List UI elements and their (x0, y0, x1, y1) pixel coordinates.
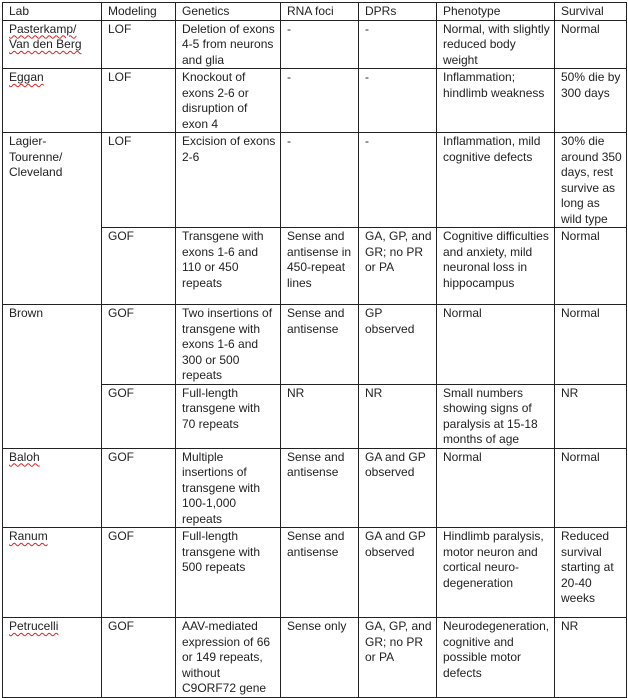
lab-name: Eggan (9, 70, 44, 84)
phenotype-cell: Inflammation; hindlimb weakness (437, 69, 555, 133)
table-row (3, 528, 627, 618)
survival-cell: Normal (555, 448, 627, 528)
genetics-cell: Transgene with exons 1-6 and 110 or 450 repeats (176, 228, 281, 305)
header-survival: Survival (555, 3, 627, 21)
lab-name: Ranum (9, 529, 48, 543)
survival-cell: 50% die by 300 days (555, 69, 627, 133)
lab-name: Baloh (9, 449, 40, 464)
dprs-cell: GA, GP, and GR; no PR or PA (359, 618, 437, 698)
header-rna-foci: RNA foci (281, 3, 359, 21)
table-row (3, 133, 627, 228)
lab-name: Pasterkamp/ Van den Berg (9, 21, 82, 51)
rna-foci-cell: Sense and antisense (281, 448, 359, 528)
modeling-cell: LOF (102, 69, 176, 133)
modeling-cell: LOF (102, 133, 176, 228)
header-lab: Lab (3, 3, 102, 21)
lab-name: Brown (9, 306, 44, 320)
rna-foci-cell: - (281, 20, 359, 69)
modeling-cell: GOF (102, 528, 176, 618)
dprs-cell: GA and GP observed (359, 528, 437, 618)
table-row (3, 448, 627, 528)
genetics-cell: Two insertions of transgene with exons 1-6 and 300 or 500 repeats (176, 305, 281, 385)
header-genetics: Genetics (176, 3, 281, 21)
dprs-cell: GP observed (359, 305, 437, 385)
rna-foci-cell: Sense and antisense in 450-repeat lines (281, 228, 359, 305)
genetics-cell: Multiple insertions of transgene with 100-1,000 repeats (176, 448, 281, 528)
modeling-cell: LOF (102, 20, 176, 69)
lab-cell (3, 69, 102, 133)
lab-name: Petrucelli (9, 619, 59, 633)
dprs-cell: GA and GP observed (359, 448, 437, 528)
survival-cell: Normal (555, 305, 627, 385)
dprs-cell: - (359, 133, 437, 228)
header-dprs: DPRs (359, 3, 437, 21)
genetics-cell: AAV-mediated expression of 66 or 149 repeats, without C9ORF72 gene (176, 618, 281, 698)
survival-cell: NR (555, 618, 627, 698)
phenotype-cell: Normal, with slightly reduced body weight (437, 20, 555, 69)
rna-foci-cell: - (281, 133, 359, 228)
phenotype-cell: Normal (437, 305, 555, 385)
rna-foci-cell: - (281, 69, 359, 133)
genetics-cell: Knockout of exons 2-6 or disruption of exon 4 (176, 69, 281, 133)
survival-cell: NR (555, 384, 627, 448)
lab-name: Lagier-Tourenne/ Cleveland (9, 134, 63, 179)
phenotype-cell: Cognitive difficulties and anxiety, mild neuronal loss in hippocampus (437, 228, 555, 305)
modeling-cell: GOF (102, 448, 176, 528)
survival-cell: Reduced survival starting at 20-40 weeks (555, 528, 627, 618)
table-row (3, 69, 627, 133)
modeling-cell: GOF (102, 305, 176, 385)
genetics-cell: Full-length transgene with 70 repeats (176, 384, 281, 448)
mouse-models-table (2, 2, 627, 698)
header-row (3, 3, 627, 21)
table-row (3, 618, 627, 698)
survival-cell: Normal (555, 20, 627, 69)
header-modeling: Modeling (102, 3, 176, 21)
modeling-cell: GOF (102, 228, 176, 305)
modeling-cell: GOF (102, 618, 176, 698)
modeling-cell: GOF (102, 384, 176, 448)
phenotype-cell: Hindlimb paralysis, motor neuron and cortical neuro-degeneration (437, 528, 555, 618)
genetics-cell: Deletion of exons 4-5 from neurons and glia (176, 20, 281, 69)
dprs-cell: - (359, 69, 437, 133)
lab-cell (3, 20, 102, 69)
phenotype-cell: Normal (437, 448, 555, 528)
phenotype-cell: Inflammation, mild cognitive defects (437, 133, 555, 228)
table-row (3, 305, 627, 385)
lab-cell (3, 133, 102, 305)
header-phenotype: Phenotype (437, 3, 555, 21)
phenotype-cell: Neurodegeneration, cognitive and possible motor defects (437, 618, 555, 698)
lab-cell (3, 305, 102, 449)
lab-cell (3, 528, 102, 618)
genetics-cell: Excision of exons 2-6 (176, 133, 281, 228)
survival-cell: 30% die around 350 days, rest survive as long as wild type (555, 133, 627, 228)
survival-cell: Normal (555, 228, 627, 305)
rna-foci-cell: NR (281, 384, 359, 448)
phenotype-cell: Small numbers showing signs of paralysis at 15-18 months of age (437, 384, 555, 448)
lab-cell (3, 448, 102, 528)
lab-cell (3, 618, 102, 698)
table-row (3, 20, 627, 69)
rna-foci-cell: Sense and antisense (281, 305, 359, 385)
rna-foci-cell: Sense and antisense (281, 528, 359, 618)
dprs-cell: NR (359, 384, 437, 448)
genetics-cell: Full-length transgene with 500 repeats (176, 528, 281, 618)
dprs-cell: - (359, 20, 437, 69)
rna-foci-cell: Sense only (281, 618, 359, 698)
dprs-cell: GA, GP, and GR; no PR or PA (359, 228, 437, 305)
